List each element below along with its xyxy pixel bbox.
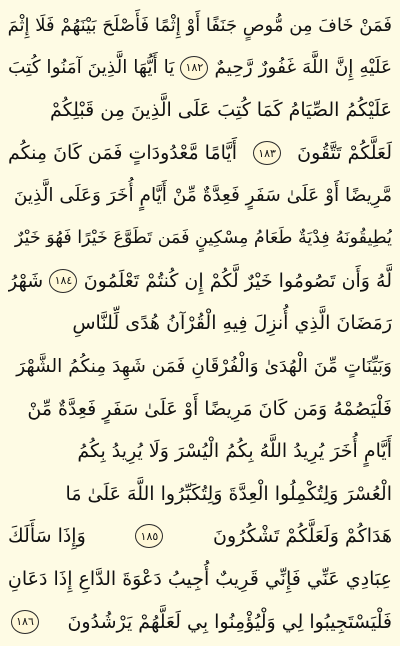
text-line	[8, 558, 392, 601]
verse-text: أَيَّامًا مَّعْدُودَاتٍ فَمَن كَانَ مِنكُم	[8, 142, 237, 165]
verse-text: وَبَيِّنَاتٍ مِّنَ الْهُدَىٰ وَالْفُرْقَانِ فَمَن شَهِدَ مِنكُمُ الشَّهْرَ	[16, 355, 392, 377]
verse-text: شَهْرُ	[8, 269, 44, 292]
verse-text: عِبَادِي عَنِّي فَإِنِّي قَرِيبٌ أُجِيبُ دَعْوَةَ الدَّاعِ إِذَا دَعَانِ	[8, 568, 392, 591]
verse-text: رَمَضَانَ الَّذِي أُنزِلَ فِيهِ الْقُرْآنُ هُدًى لِّلنَّاسِ	[72, 312, 392, 335]
text-line	[8, 174, 392, 217]
text-line	[8, 260, 392, 303]
verse-text: وَإِذَا سَأَلَكَ	[8, 525, 86, 548]
text-line	[8, 345, 392, 388]
ayah-number-marker: ١٨٥	[135, 524, 163, 548]
verse-text: فَلْيَصُمْهُ وَمَن كَانَ مَرِيضًا أَوْ عَلَىٰ سَفَرٍ فَعِدَّةٌ مِّنْ	[27, 397, 392, 420]
text-line	[8, 4, 392, 47]
text-line	[8, 473, 392, 516]
ayah-number-marker: ١٨٣	[253, 141, 281, 165]
verse-text: فَلْيَسْتَجِيبُوا لِي وَلْيُؤْمِنُوا بِي لَعَلَّهُمْ يَرْشُدُونَ	[67, 610, 392, 633]
verse-text: هَدَاكُمْ وَلَعَلَّكُمْ تَشْكُرُونَ	[213, 525, 392, 548]
text-line	[8, 217, 392, 260]
text-line	[8, 515, 392, 558]
verse-text: لَعَلَّكُمْ تَتَّقُونَ	[297, 142, 392, 165]
verse-text: مَّرِيضًا أَوْ عَلَىٰ سَفَرٍ فَعِدَّةٌ مِّنْ أَيَّامٍ أُخَرَ وَعَلَى الَّذِينَ	[13, 185, 392, 207]
text-line	[8, 387, 392, 430]
ayah-number-marker: ١٨٦	[11, 610, 39, 634]
text-line	[8, 600, 392, 643]
ayah-number-marker: ١٨٤	[49, 269, 77, 293]
verse-text: الْعُسْرَ وَلِتُكْمِلُوا الْعِدَّةَ وَلِتُكَبِّرُوا اللَّهَ عَلَىٰ مَا	[65, 482, 392, 505]
verse-text: أَيَّامٍ أُخَرَ يُرِيدُ اللَّهُ بِكُمُ الْيُسْرَ وَلَا يُرِيدُ بِكُمُ	[77, 440, 392, 463]
verse-text: يَا أَيُّهَا الَّذِينَ آمَنُوا كُتِبَ	[8, 57, 175, 79]
text-line	[8, 89, 392, 132]
text-line	[8, 132, 392, 175]
verse-text: عَلَيْكُمُ الصِّيَامُ كَمَا كُتِبَ عَلَى الَّذِينَ مِن قَبْلِكُمْ	[50, 99, 392, 122]
text-line	[8, 430, 392, 473]
verse-text: فَمَنْ خَافَ مِن مُّوصٍ جَنَفًا أَوْ إِثْمًا فَأَصْلَحَ بَيْنَهُمْ فَلَا إِثْمَ	[8, 14, 392, 36]
text-line	[8, 302, 392, 345]
verse-text: لَّهُ وَأَن تَصُومُوا خَيْرٌ لَّكُمْ إِن كُنتُمْ تَعْلَمُونَ	[83, 269, 392, 292]
ayah-number-marker: ١٨٢	[180, 56, 208, 80]
verse-text: عَلَيْهِ إِنَّ اللَّهَ غَفُورٌ رَّحِيمٌ	[214, 57, 392, 79]
text-line	[8, 47, 392, 90]
verse-text: يُطِيقُونَهُ فِدْيَةٌ طَعَامُ مِسْكِينٍ فَمَن تَطَوَّعَ خَيْرًا فَهُوَ خَيْرٌ	[14, 228, 392, 249]
